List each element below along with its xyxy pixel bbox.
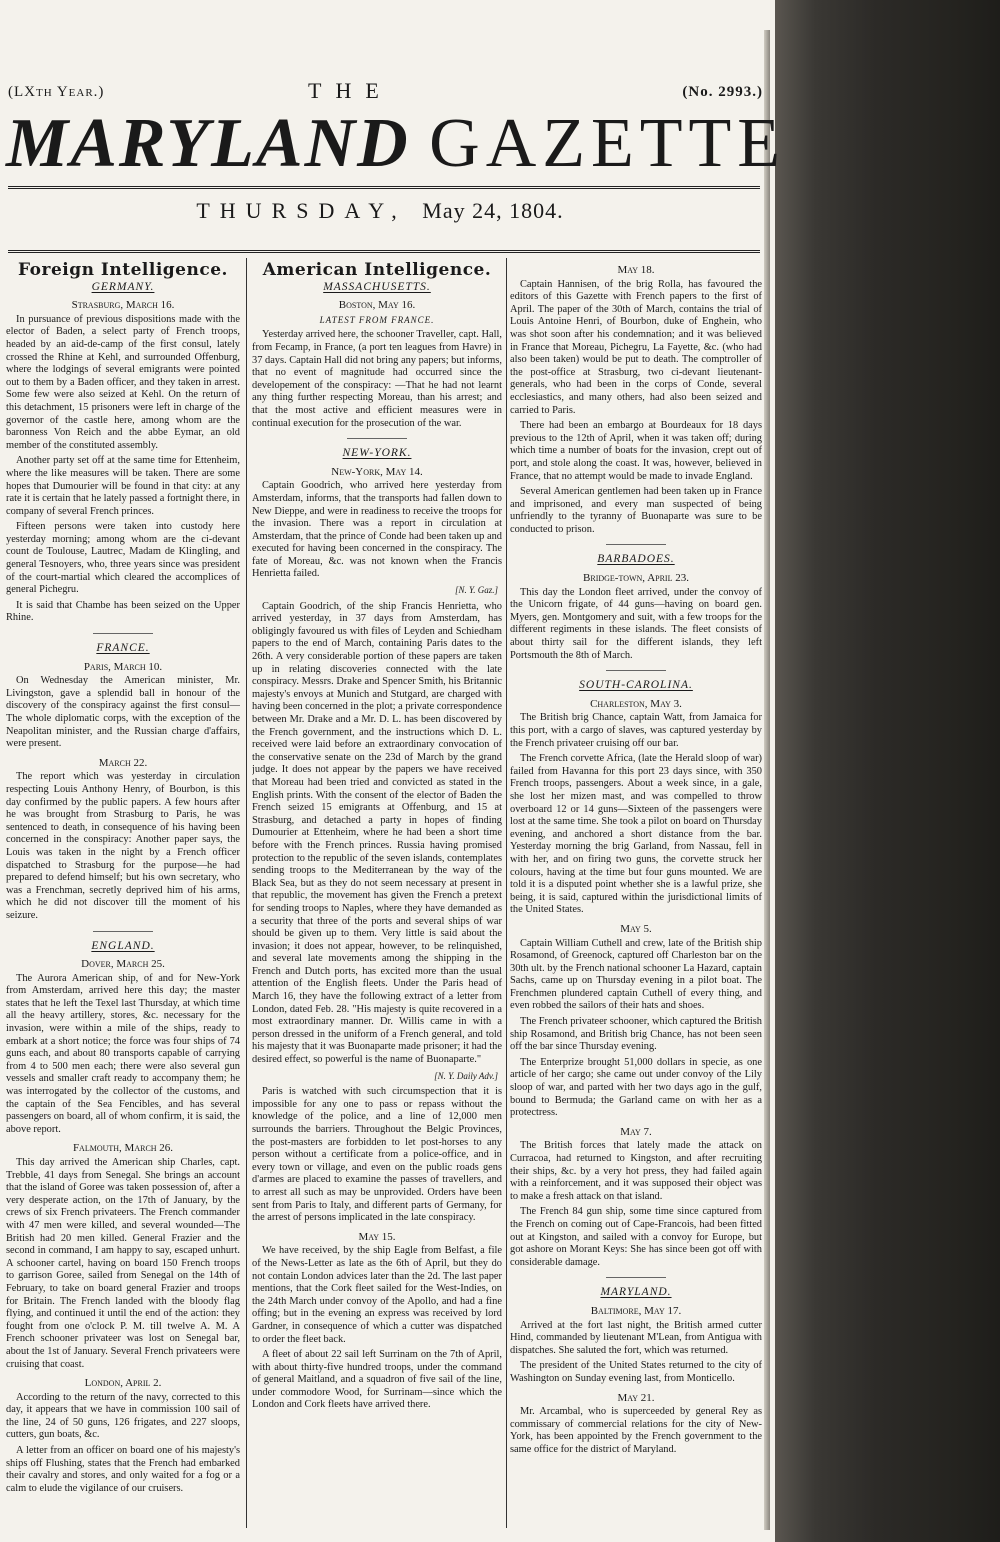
masthead-rule-top <box>8 186 760 189</box>
dateline-strasburg: Strasburg, March 16. <box>71 299 175 312</box>
issue-number: (No. 2993.) <box>682 84 763 100</box>
dateline-new-york: New-York, May 14. <box>331 465 423 478</box>
article-paragraph: The Aurora American ship, of and for New-York from Amsterdam, arrived here this day; the master states that he left the Texel last Thursday, at which time all the heavy artillery, stores, &c. necessary for the invasion, were within a mile of the ships, ready to embark at a short notice; the force was four ships of 74 guns each, and about 80 transports capable of carrying from 4 to 500 men each; there were also several gun vessels and smaller craft ready to accompany them; he was interrogated by the collector of the customs, and the captain of the Sea Fencibles, and has several passengers on board, all of whom confirm, it is said, the above report. <box>6 972 240 1135</box>
volume-year: (LXth Year.) <box>8 84 105 100</box>
dateline-march-22: March 22. <box>98 756 148 769</box>
source-attribution: [N. Y. Gaz.] <box>455 585 498 596</box>
article-paragraph: This day the London fleet arrived, under the convoy of the Unicorn frigate, of 44 guns—having on board gen. Myers, gen. Montgomery and suit, with a few troops for the different regiments in these islands. The fleet consists of about thirty sail for the different islands, they left Portsmouth the 8th of March. <box>510 586 762 661</box>
column-foreign-intelligence <box>6 258 240 1528</box>
article-paragraph: Yesterday arrived here, the schooner Traveller, capt. Hall, from Fecamp, in France, (a port ten leagues from Havre) in 37 days. Captain Hall did not bring any papers; but informs, that no event of magnitude had occurred since the developement of the conspiracy: —That he had not learnt any thing further respecting Moreau, than his arrest; and that the most active and efficient measures were in continual execution for the prosecution of the war. <box>252 329 502 429</box>
dateline-bridge-town: Bridge-town, April 23. <box>583 572 689 585</box>
section-south-carolina: SOUTH-CAROLINA. <box>579 679 693 692</box>
masthead-the: THE <box>308 78 393 103</box>
source-attribution: [N. Y. Daily Adv.] <box>434 1070 498 1081</box>
dateline-may-15: May 15. <box>358 1230 396 1243</box>
article-paragraph: We have received, by the ship Eagle from Belfast, a file of the News-Letter as late as the 6th of April, but they do not contain London advices later than the 2d. The last paper mentions, that the Cork fleet sailed for the West-Indies, on the 24th March under convoy of the Apollo, and had a fine offing; but in the evening an express was received by lord Gardner, in consequence of which a cutter was dispatched to order the fleet back. <box>252 1245 502 1345</box>
subheading-latest-from-france: LATEST FROM FRANCE. <box>319 314 435 325</box>
section-maryland: MARYLAND. <box>600 1286 672 1299</box>
article-paragraph: Captain Goodrich, who arrived here yesterday from Amsterdam, informs, that the transports had fallen down to New Dieppe, and were in readiness to receive the troops for the invasion. There was a report in circulation at Amsterdam, that the prince of Conde had been taken up and executed for having been concerned in the conspiracy. The fate of Moreau, &c. was not known when the Francis Henrietta failed. <box>252 480 502 580</box>
article-paragraph: Fifteen persons were taken into custody here yesterday morning; among whom are the ci-devant count de Toulouse, Lautrec, Madam de Klingling, and general Tesnoyers, who, three years since was president of the court-martial which cleared the accomplices of general Pichegru. <box>6 521 240 596</box>
section-separator <box>347 438 407 439</box>
article-paragraph: Several American gentlemen had been taken up in France and imprisoned, and every man suspected of being unfriendly to the tyranny of Buonaparte was sure to be conducted to prison. <box>510 486 762 535</box>
dateline-may-5: May 5. <box>620 922 652 935</box>
section-separator <box>606 670 666 671</box>
masthead-title <box>6 105 787 182</box>
column-divider-2 <box>506 258 507 1528</box>
article-paragraph: In pursuance of previous dispositions made with the elector of Baden, a select party of French troops, headed by an aid-de-camp of the first consul, lately crossed the Rhine at Kehl, and surrounded Offenburg, where the lodgings of several emigrants were pointed out to them by a Baden officer, and they taken in arrest. Some few were also seized at Kehl. On the return of this detachment, 15 prisoners were left in charge of the governor of the castle here, among whom are the baronness Von Reich and the abbe Eymar, an old member of the constituted assembly. <box>6 313 240 451</box>
american-intelligence-heading: American Intelligence. <box>262 260 492 280</box>
dateline-may-18: May 18. <box>617 264 655 276</box>
foreign-intelligence-heading: Foreign Intelligence. <box>18 260 228 280</box>
book-binding <box>775 0 1000 1542</box>
dateline-falmouth: Falmouth, March 26. <box>72 1142 174 1155</box>
dateline-london: London, April 2. <box>84 1377 162 1390</box>
section-separator <box>93 633 153 634</box>
article-paragraph: This day arrived the American ship Charles, capt. Trebble, 41 days from Senegal. She brings an account that the island of Goree was taken possession of, after a very desperate action, on the 17th of January, by the crews of six French privateers. The French commander with 47 men were killed, and several wounded—The British had 20 men killed. General Frazier and the second in command, I am happy to say, escaped unhurt. A schooner cartel, having on board 150 French troops to garrison Goree, sailed from Senegal on the 14th of February, to take on board general Frazier and troops for Britain. The French landed with the bloody flag flying, and continued it until the end of the action: they fought from one o'clock P. M. till twelve A. M. A French schooner privateer was lost on Senegal bar, about the 1st of January. Several French privateers were cruising that coast. <box>6 1157 240 1370</box>
section-separator <box>606 544 666 545</box>
dateline-dover: Dover, March 25. <box>81 958 165 971</box>
title-gazette: GAZETTE <box>429 105 787 182</box>
article-paragraph: A letter from an officer on board one of his majesty's ships off Flushing, states that the French had embarked their cavalry and stores, and only waited for a fog or a calm to elude the vigilance of our cruisers. <box>6 1445 240 1494</box>
section-england: ENGLAND. <box>91 939 155 952</box>
section-barbadoes: BARBADOES. <box>597 553 675 566</box>
article-paragraph: The Enterprize brought 51,000 dollars in specie, as one article of her cargo; she came out under convoy of the Lily sloop of war, and parted with her two days ago in the gulf, bound to Bermuda; the Garland came on with her as a protectress. <box>510 1056 762 1119</box>
article-paragraph: Captain Goodrich, of the ship Francis Henrietta, who arrived yesterday, in 37 days from Amsterdam, has obligingly favoured us with files of Leyden and Schiedham papers to the end of March, containing Paris dates to the 26th. A very considerable portion of these papers are taken up in relating discoveries connected with the late conspiracy. Messrs. Drake and Spencer Smith, his Britannic majesty's envoys at Munich and Stutgard, are charged with having been concerned in the plot; a private correspondence between Mr. Drake and a Mr. D. L. has been discovered by the French government, and the instructions which D. L. received were laid before an extraordinary convocation of the conservative senate on the 23d of March by the grand judge. It does not appear by the papers we have received that Moreau had been tried and convicted as stated in the English prints. With the consent of the elector of Baden the French seized 15 emigrants at Offenburg, and 15 at Strasburg, and detached a party in hopes of finding Dumourier at Ettenheim, where he had been a short time before with the French princes. Russia having promised protection to the republic of the seven islands, contemplates sending troops to the Mediterranean by the way of the Black Sea, but as they do not seem necessary at present in that republic, the movement has given the French a pretext for sending troops to Naples, where they have demanded as a security that three of the ports and several ships of war should be given up to them. Very little is said about the invasion; it does not appear, however, to be relinquished, and several late movements among the shipping in the French and Dutch ports, has excited more than the usual attention of the English fleets. Under the Paris head of March 16, they have the following extract of a letter from London, dated Feb. 28. "His majesty is quite recovered in a most extraordinary manner. Dr. Willis came in with a person dressed in the uniform of a French general, and told his majesty that it was Buonaparte made prisoner; it had the desired effect, so powerful is the name of Buonaparte." <box>252 600 502 1066</box>
title-maryland: MARYLAND <box>6 105 410 182</box>
article-paragraph: Mr. Arcambal, who is superceeded by general Rey as commissary of commercial relations for the city of New-York, has been appointed by the French government to the same office for the district of Maryland. <box>510 1406 762 1455</box>
section-separator <box>606 1277 666 1278</box>
section-new-york: NEW-YORK. <box>342 447 412 460</box>
section-massachusetts: MASSACHUSETTS. <box>323 280 431 293</box>
article-paragraph: The British brig Chance, captain Watt, from Jamaica for this port, with a cargo of slaves, was captured yesterday by the French privateer cruising off our bar. <box>510 712 762 749</box>
article-paragraph: Another party set off at the same time for Ettenheim, where the like measures will be taken. There are some hopes that Dumourier will be found in that city: at any rate it is certain that he lately passed a fortnight there, in company of several French princes. <box>6 455 240 517</box>
article-paragraph: There had been an embargo at Bourdeaux for 18 days previous to the 12th of April, when it was taken off; during which time a number of boats for the invasion, crept out of port, and stole along the coast. It was, however, believed in France, that no attempt would be made to invade England. <box>510 420 762 482</box>
issue-date: May 24, 1804. <box>422 198 564 223</box>
article-paragraph: It is said that Chambe has been seized on the Upper Rhine. <box>6 599 240 624</box>
article-paragraph: According to the return of the navy, corrected to this day, it appears that we have in commission 100 sail of the line, 24 of 50 guns, 126 frigates, and 227 sloops, cutters, gun boats, &c. <box>6 1391 240 1441</box>
masthead-rule-bottom <box>8 250 760 253</box>
dateline-boston: Boston, May 16. <box>338 299 416 312</box>
dateline-may-21: May 21. <box>617 1391 655 1404</box>
dateline-baltimore: Baltimore, May 17. <box>590 1304 682 1317</box>
article-paragraph: Arrived at the fort last night, the British armed cutter Hind, commanded by lieutenant M'Lean, from Antigua with dispatches. She saluted the fort, which was returned. <box>510 1319 762 1356</box>
masthead-top-line <box>8 78 763 108</box>
dateline-paris: Paris, March 10. <box>83 660 163 673</box>
section-separator <box>93 931 153 932</box>
article-paragraph: The French 84 gun ship, some time since captured from the French on coming out of Cape-Francois, had been fitted out at Kingston, and sailed with a convoy for Europe, but got ashore on Morant Keys: She has since been got off with considerable damage. <box>510 1206 762 1268</box>
dateline-may-7: May 7. <box>620 1125 652 1138</box>
issue-day: THURSDAY, <box>196 198 407 223</box>
article-paragraph: Captain William Cuthell and crew, late of the British ship Rosamond, of Greenock, captured off Charleston bar on the 30th ult. by the French national schooner La Hazard, captain Sachs, came up on Thursday evening in a pilot boat. The Frenchmen plundered captain Cuthell of every thing, and even robbed the sailors of their hats and shoes. <box>510 937 762 1012</box>
article-paragraph: On Wednesday the American minister, Mr. Livingston, gave a splendid ball in honour of the discovery of the conspiracy against the first consul—The whole diplomatic corps, with the exception of the Neapolitan minister, and the Russian charge d'affairs, were present. <box>6 675 240 750</box>
column-american-intelligence <box>252 258 502 1528</box>
article-paragraph: The French privateer schooner, which captured the British ship Rosamond, and British brig Chance, has not been seen off the bar since Thursday evening. <box>510 1016 762 1053</box>
section-france: FRANCE. <box>96 642 150 655</box>
article-paragraph: The report which was yesterday in circulation respecting Louis Anthony Henry, of Bourbon, is this day confirmed by the public papers. A few hours after he was brought from Strasburg to Paris, he was sentenced to death, in consequence of his having been concerned in the conspiracy: Another paper says, the Louis was taken in the night by a French officer dispatched to Strasburg for the purpose—he had prepared to defend himself; but his own secretary, who was a Frenchman, secretly deprived him of his arms, which he did not discover till the moment of his seizure. <box>6 771 240 921</box>
article-paragraph: The president of the United States returned to the city of Washington on Sunday evening last, from Monticello. <box>510 1360 762 1384</box>
article-paragraph: The French corvette Africa, (late the Herald sloop of war) failed from Havanna for this port 23 days since, with 350 French troops, passengers. About a week since, in a gale, she lost her mizen mast, and was compelled to throw overboard 12 or 14 guns—Sixteen of the passengers were lost at the same time. She took a pilot on board on Thursday evening, and anchored a short distance from the bar. Yesterday morning the brig Garland, from Nassau, fell in with her, and on firing two guns, the corvette struck her colours, having at the time but four guns mounted. We are told it is a disputed point whether she is a lawful prize, she being, it is said, captured within the jurisdictional limits of the United States. <box>510 753 762 916</box>
column-three <box>510 258 762 1528</box>
section-germany: GERMANY. <box>91 280 155 293</box>
issue-dateline <box>0 198 760 224</box>
article-paragraph: A fleet of about 22 sail left Surrinam on the 7th of April, with about thirty-five hundred troops, under the command of general Maitland, and a squadron of five sail of the line, under commodore Wood, for Surrinam—since which the London and Cork fleets have arrived there. <box>252 1349 502 1411</box>
dateline-charleston: Charleston, May 3. <box>590 697 682 710</box>
article-paragraph: Captain Hannisen, of the brig Rolla, has favoured the editors of this Gazette with French papers to the first of April. The paper of the 30th of March, contains the trial of Louis Antoine Henri, of Bourbon, duke of Enghein, who was shot soon after his condemnation; and it was believed in France that Moreau, Pichegru, La Fayette, &c. (who had also been taken) would be put to death. The comptroller of the post-office at Strasburg, two ci-devant lieutenant-generals, who had been in the corps of Conde, several ecclesiastics, and many others, had also been seized and carried to Paris. <box>510 278 762 416</box>
article-paragraph: Paris is watched with such circumspection that it is impossible for any one to pass or repass without the knowledge of the police, and a line of 12,000 men surrounds the barriers. Throughout the Belgic Provinces, the post-masters are forbidden to let post-horses to any person without a certificate from a police-office, and in every town or village, and even on the public roads gens d'armes are placed to examine the passes of travellers, and to arrest all such as may be unprovided. Orders have been sent from Paris to Italy, and different parts of Germany, for the arrest of persons implicated in the late conspiracy. <box>252 1086 502 1224</box>
column-divider-1 <box>246 258 247 1528</box>
article-paragraph: The British forces that lately made the attack on Curracoa, had returned to Kingston, and after recruiting their ships, &c. by a very hot press, they had failed again with a reinforcement, and it was supposed their object was to make a fresh attack on that island. <box>510 1140 762 1202</box>
